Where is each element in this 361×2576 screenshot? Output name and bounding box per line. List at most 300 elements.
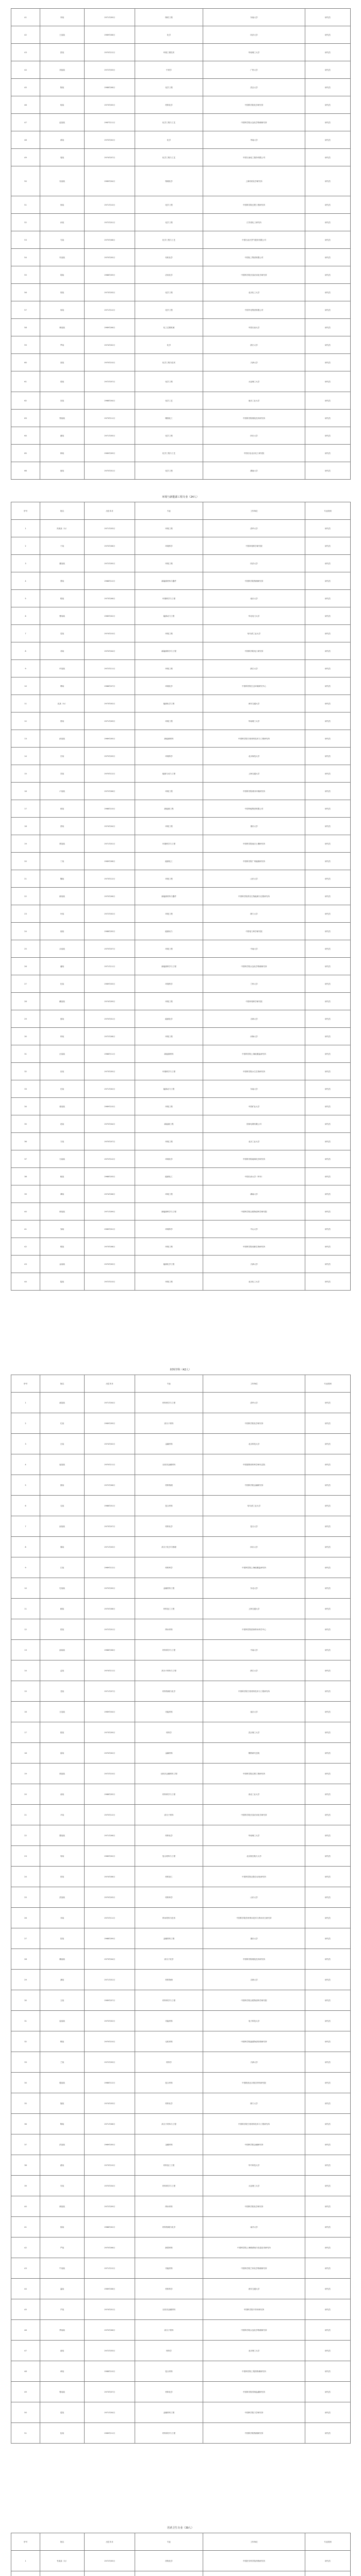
cell-employer: 中国科学院苏州纳米技术与纳米仿生研究所 [203, 1908, 305, 1928]
cell-index: 53 [11, 231, 40, 249]
cell-index: 33 [11, 2052, 40, 2073]
table-row [11, 713, 351, 730]
header-birth: 出生年月 [85, 2533, 135, 2551]
table-row [11, 958, 351, 975]
cell-index: 28 [11, 1949, 40, 1970]
table-row [11, 625, 351, 642]
cell-employer: 中山大学 [203, 1221, 305, 1238]
table-row [11, 1496, 351, 1516]
cell-index: 44 [11, 2279, 40, 2299]
table-row [11, 783, 351, 800]
cell-employer: 河海大学 [203, 1028, 305, 1045]
cell-birth: 1968年05月 [85, 1784, 135, 1805]
cell-major: 环境工程 [135, 1185, 203, 1203]
cell-major: 化学工艺 [135, 392, 203, 410]
cell-name: 徐某 [40, 196, 85, 214]
cell-birth: 1968年07月 [85, 677, 135, 695]
cell-birth: 1969年08月 [85, 26, 135, 44]
cell-category: 研究员 [305, 590, 351, 607]
cell-name: 谭某 [40, 1185, 85, 1203]
cell-major: 复合材料 [135, 1496, 203, 1516]
cell-name: 葛某 [40, 2402, 85, 2423]
table-row [11, 149, 351, 166]
cell-employer: 中国科学院广州能源研究所 [203, 853, 305, 870]
cell-index: 41 [11, 2217, 40, 2238]
cell-index: 15 [11, 765, 40, 783]
cell-index: 26 [11, 958, 40, 975]
cell-category: 研究员 [305, 1133, 351, 1150]
table-row [11, 2402, 351, 2423]
table-row [11, 2217, 351, 2238]
cell-name: 罗某 [40, 336, 85, 354]
cell-birth: 1973年02月 [85, 695, 135, 713]
table-row [11, 572, 351, 590]
cell-index: 12 [11, 1619, 40, 1640]
table-row [11, 607, 351, 625]
cell-major: 材料化学 [135, 1516, 203, 1537]
cell-category: 研究员 [305, 2238, 351, 2258]
cell-category: 研究员 [305, 993, 351, 1010]
cell-name: 苏某 [40, 765, 85, 783]
cell-name: 张某 [40, 44, 85, 61]
cell-employer: 浙江大学 [203, 336, 305, 354]
cell-name: 吴某某 [40, 166, 85, 196]
cell-category: 研究员 [305, 870, 351, 888]
table-row [11, 677, 351, 695]
table-row [11, 2238, 351, 2258]
cell-category: 研究员 [305, 1784, 351, 1805]
cell-name: 康某 [40, 1475, 85, 1496]
cell-category: 研究员 [305, 923, 351, 940]
cell-category: 研究员 [305, 783, 351, 800]
cell-name: 温某 [40, 2279, 85, 2299]
cell-name: 魏某 [40, 870, 85, 888]
cell-birth: 1974年07月 [85, 149, 135, 166]
cell-category: 研究员 [305, 2320, 351, 2341]
cell-category: 研究员 [305, 1063, 351, 1080]
cell-major: 复合材料与工程 [135, 1846, 203, 1867]
table-row [11, 196, 351, 214]
cell-birth: 1975年03月 [85, 748, 135, 765]
cell-major: 中药学 [135, 61, 203, 79]
cell-category: 研究员 [305, 905, 351, 923]
cell-major: 无机非金属材料 [135, 2299, 203, 2320]
cell-index: 64 [11, 427, 40, 445]
cell-major: 环境工程 [135, 993, 203, 1010]
cell-name: 施某 [40, 2093, 85, 2114]
cell-category: 研究员 [305, 1203, 351, 1221]
expert-table-materials [11, 1375, 351, 2444]
table-row [11, 1045, 351, 1063]
cell-index: 8 [11, 1537, 40, 1557]
header-category: 专业类别 [305, 1375, 351, 1393]
cell-name: 宋某 [40, 392, 85, 410]
cell-name: 傅某 [40, 677, 85, 695]
cell-index: 35 [11, 2093, 40, 2114]
cell-index: 51 [11, 196, 40, 214]
cell-major: 材料物理与化学 [135, 1681, 203, 1702]
cell-employer: 中国科学院力学研究所 [203, 2402, 305, 2423]
cell-employer: 四川大学 [203, 1537, 305, 1557]
table-row [11, 284, 351, 301]
cell-birth: 1970年01月 [85, 1010, 135, 1028]
cell-category: 研究员 [305, 2299, 351, 2320]
cell-birth: 1973年07月 [85, 2382, 135, 2402]
table-row [11, 1537, 351, 1557]
header-name: 姓名 [40, 1375, 85, 1393]
cell-major: 化学工程与技术 [135, 354, 203, 371]
cell-index: 28 [11, 993, 40, 1010]
cell-index: 46 [11, 96, 40, 114]
cell-birth: 1974年02月 [85, 1434, 135, 1454]
cell-index: 62 [11, 392, 40, 410]
cell-major: 环境工程 [135, 818, 203, 835]
table-row [11, 800, 351, 818]
cell-index: 37 [11, 1150, 40, 1168]
cell-index: 9 [11, 1557, 40, 1578]
cell-employer: 中国科学院青岛生物能源与过程研究所 [203, 888, 305, 905]
cell-major: 材料物理与化学 [135, 2217, 203, 2238]
section-title-environment: 环境与新能源工程专业（24人） [162, 496, 199, 499]
cell-employer: 四川大学 [203, 427, 305, 445]
cell-major: 材料加工 [135, 1867, 203, 1887]
cell-name: 章某 [40, 2361, 85, 2382]
cell-major: 金属材料工程 [135, 2402, 203, 2423]
cell-major: 化学工程与工艺 [135, 149, 203, 166]
cell-employer: 大连理工大学 [203, 2176, 305, 2196]
cell-name: 俞某 [40, 2341, 85, 2361]
cell-employer: 中国环境科学研究院 [203, 993, 305, 1010]
cell-major: 复合材料 [135, 2073, 203, 2093]
table-row [11, 1867, 351, 1887]
cell-name: 周某 [40, 149, 85, 166]
cell-major: 环境化学 [135, 1150, 203, 1168]
cell-index: 21 [11, 1805, 40, 1825]
table-header-row [11, 2533, 351, 2551]
cell-category: 研究员 [305, 572, 351, 590]
cell-name: 任某 [40, 1080, 85, 1098]
cell-category: 研究员 [305, 114, 351, 131]
cell-birth: 1971年11月 [85, 958, 135, 975]
cell-category: 研究员 [305, 1805, 351, 1825]
cell-employer: 西北工业大学 [203, 1784, 305, 1805]
cell-index: 11 [11, 1599, 40, 1619]
cell-employer: 北京科技大学 [203, 1434, 305, 1454]
table-row [11, 462, 351, 480]
cell-major: 无机材料 [135, 2031, 203, 2052]
cell-category: 研究员 [305, 677, 351, 695]
cell-employer: 中国科学院长春应用化学研究所 [203, 266, 305, 284]
cell-birth: 1971年12月 [85, 2258, 135, 2279]
cell-index [11, 2571, 40, 2576]
cell-major: 材料物理 [135, 1475, 203, 1496]
cell-category: 研究员 [305, 800, 351, 818]
table-row [11, 1764, 351, 1784]
cell-category: 研究员 [305, 1887, 351, 1908]
cell-index: 49 [11, 2382, 40, 2402]
header-name: 姓名 [40, 2533, 85, 2551]
cell-major: 化学工程 [135, 301, 203, 319]
cell-employer: 中国矿业大学 [203, 1098, 305, 1115]
cell-category: 研究员 [305, 371, 351, 392]
cell-index: 20 [11, 853, 40, 870]
cell-employer: 中国科学院合肥物质科学研究院 [203, 1990, 305, 2011]
cell-name: 龚某 [40, 1970, 85, 1990]
cell-birth: 1968年12月 [85, 572, 135, 590]
cell-major: 化学工程 [135, 214, 203, 231]
cell-category: 研究员 [305, 765, 351, 783]
table-row [11, 1434, 351, 1454]
table-row [11, 410, 351, 427]
cell-major: 高分子材料与工程 [135, 2114, 203, 2134]
table-row [11, 79, 351, 96]
cell-name: 万某某 [40, 1702, 85, 1722]
cell-birth: 1972年01月 [85, 214, 135, 231]
cell-employer: 中国科学院过程工程研究所 [203, 1764, 305, 1784]
cell-birth: 1975年08月 [85, 231, 135, 249]
cell-employer: 吉林大学 [203, 1970, 305, 1990]
cell-name: 尹某 [40, 1805, 85, 1825]
cell-category: 研究员 [305, 695, 351, 713]
header-birth: 出生年月 [85, 502, 135, 520]
cell-employer: 中国科学院青海盐湖研究所 [203, 2382, 305, 2402]
cell-index: 24 [11, 923, 40, 940]
cell-name: 段某 [40, 1722, 85, 1743]
cell-index: 14 [11, 1660, 40, 1681]
cell-birth: 1970年12月 [85, 765, 135, 783]
table-row [11, 1660, 351, 1681]
cell-birth: 1970年12月 [85, 44, 135, 61]
cell-category: 研究员 [305, 1702, 351, 1722]
cell-birth: 1968年10月 [85, 2361, 135, 2382]
cell-index: 26 [11, 1908, 40, 1928]
cell-index: 12 [11, 713, 40, 730]
cell-index: 32 [11, 1063, 40, 1080]
cell-major: 材料加工工程 [135, 1599, 203, 1619]
cell-major: 应用化学 [135, 266, 203, 284]
cell-major: 化学工程 [135, 427, 203, 445]
table-row [11, 1273, 351, 1291]
cell-birth: 1969年09月 [85, 445, 135, 462]
cell-birth: 1968年09月 [85, 266, 135, 284]
cell-major: 材料科学与工程 [135, 1784, 203, 1805]
header-category: 专业类别 [305, 2533, 351, 2551]
cell-category: 研究员 [305, 2052, 351, 2073]
cell-name: 樊某 [40, 2031, 85, 2052]
cell-index: 27 [11, 1928, 40, 1949]
cell-category: 研究员 [305, 1928, 351, 1949]
header-major: 专业 [135, 1375, 203, 1393]
table-row [11, 445, 351, 462]
cell-employer: 电子科技大学 [203, 2011, 305, 2031]
cell-major: 环境工程 [135, 783, 203, 800]
cell-index: 36 [11, 2114, 40, 2134]
cell-employer: 武汉大学 [203, 79, 305, 96]
cell-index: 2 [11, 537, 40, 555]
table-row [11, 1640, 351, 1660]
cell-major: 环境工程 [135, 555, 203, 572]
cell-index: 17 [11, 800, 40, 818]
header-employer: 工作单位 [203, 2533, 305, 2551]
cell-major: 化学工程 [135, 371, 203, 392]
cell-major: 金属材料 [135, 2134, 203, 2155]
cell-employer: 中国科学院半导体研究所 [203, 2299, 305, 2320]
cell-birth: 1972年11月 [85, 660, 135, 677]
cell-index: 29 [11, 1010, 40, 1028]
cell-birth: 1969年04月 [85, 1702, 135, 1722]
cell-birth: 1972年03月 [85, 2341, 135, 2361]
cell-index: 10 [11, 1578, 40, 1599]
cell-employer: 东南大学 [203, 1080, 305, 1098]
cell-birth: 1969年12月 [85, 1557, 135, 1578]
cell-birth: 1972年08月 [85, 1028, 135, 1045]
cell-index: 32 [11, 2031, 40, 2052]
table-row [11, 1599, 351, 1619]
cell-major: 新能源科学与工程 [135, 958, 203, 975]
cell-category: 研究员 [305, 2402, 351, 2423]
cell-major: 环境科学 [135, 1221, 203, 1238]
cell-index: 22 [11, 888, 40, 905]
cell-index: 51 [11, 2423, 40, 2444]
cell-name: 颜某某 [40, 2196, 85, 2217]
cell-index: 23 [11, 905, 40, 923]
cell-birth: 1971年10月 [85, 196, 135, 214]
cell-category: 研究员 [305, 730, 351, 748]
cell-name: 曹某某 [40, 607, 85, 625]
cell-birth: 1970年11月 [85, 1454, 135, 1475]
cell-name: 翟某 [40, 2155, 85, 2176]
cell-birth: 1972年12月 [85, 1150, 135, 1168]
cell-index: 58 [11, 319, 40, 336]
cell-name: 雷某 [40, 1743, 85, 1764]
cell-index: 38 [11, 1168, 40, 1185]
cell-category: 研究员 [305, 1098, 351, 1115]
cell-index: 55 [11, 266, 40, 284]
cell-major: 金属材料 [135, 1743, 203, 1764]
cell-name: 贾某某 [40, 835, 85, 853]
table-row [11, 730, 351, 748]
cell-name: 冯某某（女） [40, 520, 85, 537]
table-row [11, 392, 351, 410]
cell-name: 袁某 [40, 625, 85, 642]
table-row [11, 2423, 351, 2444]
cell-category: 研究员 [305, 2134, 351, 2155]
cell-employer: 南开大学 [203, 2217, 305, 2238]
cell-employer: 江苏省化工研究所 [203, 214, 305, 231]
cell-index: 19 [11, 835, 40, 853]
cell-name: 钱某某 [40, 1764, 85, 1784]
cell-name: 陆某 [40, 1273, 85, 1291]
cell-birth: 1970年10月 [85, 354, 135, 371]
cell-employer: 天津大学 [203, 1256, 305, 1273]
cell-major: 环境科学与工程 [135, 590, 203, 607]
cell-birth: 1968年05月 [85, 923, 135, 940]
cell-index: 20 [11, 1784, 40, 1805]
cell-category: 研究员 [305, 336, 351, 354]
cell-employer: 中南大学 [203, 1640, 305, 1660]
cell-category: 研究员 [305, 1256, 351, 1273]
cell-category: 研究员 [305, 660, 351, 677]
cell-major: 纳米材料 [135, 1619, 203, 1640]
cell-major: 环境工程 [135, 1133, 203, 1150]
cell-birth: 1972年11月 [85, 1908, 135, 1928]
cell-category: 研究员 [305, 1496, 351, 1516]
cell-birth: 1974年11月 [85, 1660, 135, 1681]
cell-birth: 1971年12月 [85, 301, 135, 319]
cell-index: 7 [11, 625, 40, 642]
table-row [11, 2134, 351, 2155]
cell-index: 59 [11, 336, 40, 354]
cell-employer: 中国石油大学（华东） [203, 1168, 305, 1185]
cell-index: 41 [11, 9, 40, 26]
cell-name: 邓某 [40, 642, 85, 660]
cell-major: 环境工程 [135, 870, 203, 888]
cell-employer: 中国科学院上海硅酸盐研究所 [203, 1557, 305, 1578]
cell-employer: 中国化工集团有限公司 [203, 249, 305, 266]
table-row [11, 642, 351, 660]
cell-name: 孙某 [40, 214, 85, 231]
cell-category: 研究员 [305, 2031, 351, 2052]
cell-index: 5 [11, 1475, 40, 1496]
cell-birth: 1970年06月 [85, 2320, 135, 2341]
cell-category: 研究员 [305, 1846, 351, 1867]
table-row [11, 2279, 351, 2299]
cell-name: 林某某 [40, 319, 85, 336]
table-row [11, 1557, 351, 1578]
cell-major: 环境科学 [135, 975, 203, 993]
cell-category: 研究员 [305, 1080, 351, 1098]
cell-index: 47 [11, 114, 40, 131]
cell-birth: 1971年08月 [85, 2114, 135, 2134]
cell-major: 材料化学 [135, 96, 203, 114]
cell-employer: 中国石油天然气股份有限公司 [203, 231, 305, 249]
cell-category: 研究员 [305, 975, 351, 993]
cell-name: 蒋某 [40, 800, 85, 818]
cell-category: 研究员 [305, 1722, 351, 1743]
cell-category: 研究员 [305, 2423, 351, 2444]
cell-employer: 东北大学 [203, 1578, 305, 1599]
cell-employer: 兰州大学 [203, 975, 305, 993]
cell-category: 研究员 [305, 1557, 351, 1578]
cell-category: 研究员 [305, 1115, 351, 1133]
cell-category: 研究员 [305, 44, 351, 61]
cell-birth: 1970年03月 [85, 1887, 135, 1908]
cell-name: 易某 [40, 1846, 85, 1867]
cell-index: 19 [11, 1764, 40, 1784]
cell-category: 研究员 [305, 131, 351, 149]
cell-major: 能源与动力工程 [135, 765, 203, 783]
cell-birth: 1972年06月 [85, 1475, 135, 1496]
header-index: 序号 [11, 502, 40, 520]
cell-category: 研究员 [305, 2011, 351, 2031]
cell-name: 沈某（女） [40, 695, 85, 713]
cell-index: 7 [11, 1516, 40, 1537]
cell-employer: 西安交通大学 [203, 695, 305, 713]
cell-category: 研究员 [305, 1970, 351, 1990]
cell-birth: 1971年05月 [85, 427, 135, 445]
cell-employer: 中国科学院兰州化学物理研究所 [203, 2258, 305, 2279]
table-row [11, 975, 351, 993]
cell-birth: 1969年10月 [85, 1098, 135, 1115]
cell-employer: 中国科学院物理研究所 [203, 572, 305, 590]
cell-category: 研究员 [305, 96, 351, 114]
cell-major: 新能源材料 [135, 730, 203, 748]
cell-category: 研究员 [305, 1764, 351, 1784]
table-row [11, 131, 351, 149]
cell-employer: 中国航发北京航空材料研究院 [203, 2073, 305, 2093]
cell-name: 武某某 [40, 1887, 85, 1908]
cell-birth: 1972年01月 [85, 1619, 135, 1640]
